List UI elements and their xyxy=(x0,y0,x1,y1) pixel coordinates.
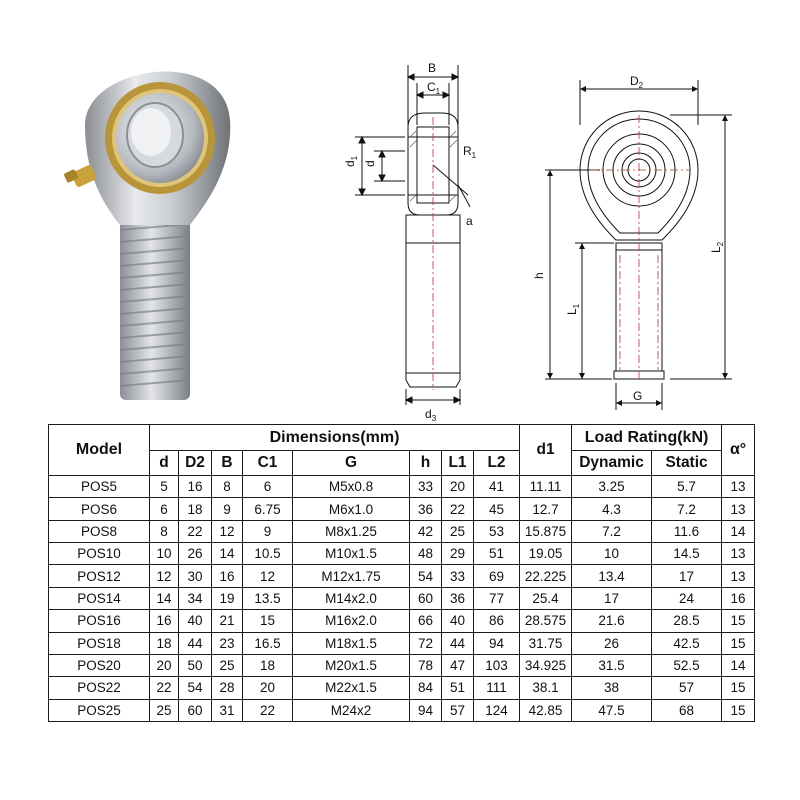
table-cell: 17 xyxy=(572,587,652,609)
header-d: d xyxy=(150,451,179,476)
table-cell: 22.225 xyxy=(520,565,572,587)
table-cell: 94 xyxy=(410,699,442,721)
table-cell: 20 xyxy=(150,654,179,676)
table-cell-model: POS12 xyxy=(49,565,150,587)
table-cell: 7.2 xyxy=(652,498,722,520)
table-cell: 13 xyxy=(722,476,755,498)
table-cell: 77 xyxy=(474,587,520,609)
table-cell: 57 xyxy=(442,699,474,721)
table-cell: M20x1.5 xyxy=(293,654,410,676)
table-cell: 38 xyxy=(572,677,652,699)
table-cell: 38.1 xyxy=(520,677,572,699)
table-cell: M12x1.75 xyxy=(293,565,410,587)
table-cell-model: POS16 xyxy=(49,610,150,632)
table-cell: M6x1.0 xyxy=(293,498,410,520)
label-L2: $L_2$ xyxy=(709,241,725,253)
table-cell: 22 xyxy=(442,498,474,520)
table-cell: M22x1.5 xyxy=(293,677,410,699)
table-cell: M8x1.25 xyxy=(293,520,410,542)
table-cell: 28.5 xyxy=(652,610,722,632)
table-cell: 40 xyxy=(442,610,474,632)
table-row xyxy=(49,565,755,587)
table-cell: M5x0.8 xyxy=(293,476,410,498)
table-cell-model: POS22 xyxy=(49,677,150,699)
table-cell-model: POS20 xyxy=(49,654,150,676)
table-cell: 60 xyxy=(179,699,212,721)
label-D2: $D_2$ xyxy=(630,74,644,90)
table-cell: 31.75 xyxy=(520,632,572,654)
table-cell: 22 xyxy=(179,520,212,542)
header-static: Static xyxy=(652,451,722,476)
header-B: B xyxy=(212,451,243,476)
label-C1: $C_1$ xyxy=(427,80,441,96)
specification-table xyxy=(48,424,755,722)
table-row xyxy=(49,610,755,632)
table-cell: 20 xyxy=(243,677,293,699)
table-cell: 36 xyxy=(410,498,442,520)
label-B: B xyxy=(428,61,437,75)
table-cell: 28.575 xyxy=(520,610,572,632)
header-D2: D2 xyxy=(179,451,212,476)
table-row xyxy=(49,587,755,609)
table-cell-model: POS8 xyxy=(49,520,150,542)
table-cell: 50 xyxy=(179,654,212,676)
table-cell: 18 xyxy=(243,654,293,676)
table-cell: 21 xyxy=(212,610,243,632)
table-cell-model: POS14 xyxy=(49,587,150,609)
table-cell: 84 xyxy=(410,677,442,699)
table-row xyxy=(49,654,755,676)
table-cell: 22 xyxy=(150,677,179,699)
table-cell: 44 xyxy=(442,632,474,654)
table-cell: 25 xyxy=(212,654,243,676)
table-cell: 6 xyxy=(243,476,293,498)
table-cell: M18x1.5 xyxy=(293,632,410,654)
table-cell: 25 xyxy=(442,520,474,542)
label-G: G xyxy=(633,389,643,403)
table-cell: 12.7 xyxy=(520,498,572,520)
table-cell: 5.7 xyxy=(652,476,722,498)
table-cell: M14x2.0 xyxy=(293,587,410,609)
table-cell: 45 xyxy=(474,498,520,520)
table-cell: 15.875 xyxy=(520,520,572,542)
front-view-drawing xyxy=(520,65,740,415)
table-cell: 9 xyxy=(212,498,243,520)
table-cell: 30 xyxy=(179,565,212,587)
table-cell: 52.5 xyxy=(652,654,722,676)
table-cell: 3.25 xyxy=(572,476,652,498)
table-cell: 15 xyxy=(243,610,293,632)
table-cell: 51 xyxy=(474,543,520,565)
header-model: Model xyxy=(49,425,150,476)
table-cell: 16 xyxy=(150,610,179,632)
label-L1: $L_1$ xyxy=(565,303,581,315)
table-cell: 11.6 xyxy=(652,520,722,542)
table-cell: 53 xyxy=(474,520,520,542)
table-cell: 66 xyxy=(410,610,442,632)
table-cell: 14 xyxy=(150,587,179,609)
table-row xyxy=(49,520,755,542)
table-cell: 16 xyxy=(179,476,212,498)
header-L2: L2 xyxy=(474,451,520,476)
table-cell: 16 xyxy=(212,565,243,587)
table-cell-model: POS6 xyxy=(49,498,150,520)
table-cell: 8 xyxy=(150,520,179,542)
table-cell: 15 xyxy=(722,699,755,721)
table-cell: 31 xyxy=(212,699,243,721)
table-cell: 15 xyxy=(722,610,755,632)
table-cell: 44 xyxy=(179,632,212,654)
table-row xyxy=(49,543,755,565)
table-cell: 16.5 xyxy=(243,632,293,654)
table-cell: 86 xyxy=(474,610,520,632)
table-row xyxy=(49,476,755,498)
table-cell: 14.5 xyxy=(652,543,722,565)
table-cell: 12 xyxy=(212,520,243,542)
table-cell: 94 xyxy=(474,632,520,654)
table-cell: 7.2 xyxy=(572,520,652,542)
table-cell: 26 xyxy=(572,632,652,654)
table-cell: 10 xyxy=(572,543,652,565)
table-cell: 23 xyxy=(212,632,243,654)
label-d1: $d_1$ xyxy=(343,155,359,167)
table-cell: 4.3 xyxy=(572,498,652,520)
table-cell: 48 xyxy=(410,543,442,565)
label-a: a xyxy=(466,214,473,228)
table-cell: 11.11 xyxy=(520,476,572,498)
table-cell: 5 xyxy=(150,476,179,498)
table-cell: 60 xyxy=(410,587,442,609)
table-cell: 14 xyxy=(722,654,755,676)
label-h: h xyxy=(532,272,546,279)
table-cell-model: POS25 xyxy=(49,699,150,721)
table-body xyxy=(49,476,755,722)
table-cell: 17 xyxy=(652,565,722,587)
header-alpha: α° xyxy=(722,425,755,476)
table-cell: 20 xyxy=(442,476,474,498)
table-cell: 13.4 xyxy=(572,565,652,587)
header-d1: d1 xyxy=(520,425,572,476)
table-cell: 14 xyxy=(722,520,755,542)
table-cell: 19 xyxy=(212,587,243,609)
table-cell: 111 xyxy=(474,677,520,699)
table-cell: 18 xyxy=(150,632,179,654)
table-cell: 26 xyxy=(179,543,212,565)
table-cell: 47.5 xyxy=(572,699,652,721)
table-cell: 34.925 xyxy=(520,654,572,676)
label-d: d xyxy=(363,160,377,167)
table-cell: M24x2 xyxy=(293,699,410,721)
table-row xyxy=(49,699,755,721)
table-row xyxy=(49,632,755,654)
table-cell: 57 xyxy=(652,677,722,699)
table-cell: 19.05 xyxy=(520,543,572,565)
header-h: h xyxy=(410,451,442,476)
table-cell: 31.5 xyxy=(572,654,652,676)
table-cell: 69 xyxy=(474,565,520,587)
table-row xyxy=(49,498,755,520)
label-d3: $d_3$ xyxy=(425,407,437,423)
header-G: G xyxy=(293,451,410,476)
rod-end-bearing-photo-icon xyxy=(55,40,255,410)
table-cell: 15 xyxy=(722,632,755,654)
table-cell: 25.4 xyxy=(520,587,572,609)
table-cell: 15 xyxy=(722,677,755,699)
table-cell: 6 xyxy=(150,498,179,520)
table-cell: 6.75 xyxy=(243,498,293,520)
table-cell: 103 xyxy=(474,654,520,676)
header-load-rating: Load Rating(kN) xyxy=(572,425,722,451)
table-cell: 18 xyxy=(179,498,212,520)
table-cell: 16 xyxy=(722,587,755,609)
table-cell: 14 xyxy=(212,543,243,565)
table-cell: 40 xyxy=(179,610,212,632)
table-cell: 29 xyxy=(442,543,474,565)
table-cell: 42.85 xyxy=(520,699,572,721)
header-C1: C1 xyxy=(243,451,293,476)
table-cell-model: POS10 xyxy=(49,543,150,565)
table-cell: 42 xyxy=(410,520,442,542)
table-cell: 13 xyxy=(722,565,755,587)
table-cell: 33 xyxy=(442,565,474,587)
table-cell: 72 xyxy=(410,632,442,654)
table-cell: 12 xyxy=(243,565,293,587)
table-cell: 10.5 xyxy=(243,543,293,565)
table-cell: M10x1.5 xyxy=(293,543,410,565)
table-cell: 24 xyxy=(652,587,722,609)
table-cell: 10 xyxy=(150,543,179,565)
table-cell: 25 xyxy=(150,699,179,721)
table-cell: 13.5 xyxy=(243,587,293,609)
table-cell: 78 xyxy=(410,654,442,676)
table-cell: 36 xyxy=(442,587,474,609)
table-cell: 34 xyxy=(179,587,212,609)
table-cell: 124 xyxy=(474,699,520,721)
table-cell: 33 xyxy=(410,476,442,498)
table-cell: 28 xyxy=(212,677,243,699)
table-cell: 13 xyxy=(722,498,755,520)
table-cell: 68 xyxy=(652,699,722,721)
table-cell: 54 xyxy=(410,565,442,587)
table-cell: 8 xyxy=(212,476,243,498)
table-cell: 22 xyxy=(243,699,293,721)
table-cell: 47 xyxy=(442,654,474,676)
table-row xyxy=(49,677,755,699)
table-cell: 12 xyxy=(150,565,179,587)
label-R1: $R_1$ xyxy=(463,144,477,160)
header-L1: L1 xyxy=(442,451,474,476)
table-cell: 13 xyxy=(722,543,755,565)
table-cell: 42.5 xyxy=(652,632,722,654)
table-cell: M16x2.0 xyxy=(293,610,410,632)
table-cell-model: POS5 xyxy=(49,476,150,498)
header-dimensions: Dimensions(mm) xyxy=(150,425,520,451)
table-cell: 41 xyxy=(474,476,520,498)
header-dynamic: Dynamic xyxy=(572,451,652,476)
table-cell: 51 xyxy=(442,677,474,699)
side-view-drawing xyxy=(330,55,500,423)
table-cell: 54 xyxy=(179,677,212,699)
table-cell-model: POS18 xyxy=(49,632,150,654)
table-cell: 9 xyxy=(243,520,293,542)
table-cell: 21.6 xyxy=(572,610,652,632)
